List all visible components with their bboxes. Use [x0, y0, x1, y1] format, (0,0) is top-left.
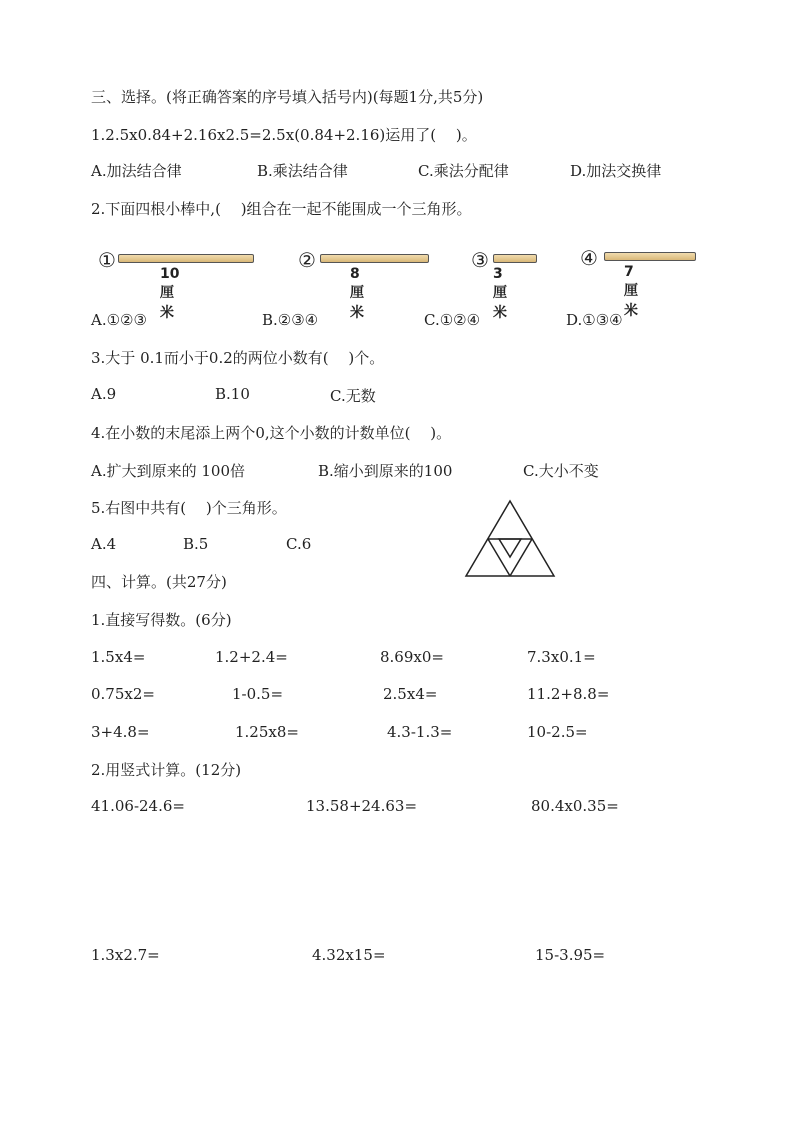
- q5-option-a: A.4: [91, 535, 117, 553]
- part-1-title: 1.直接写得数。(6分): [91, 611, 232, 629]
- stick-2-bar: [320, 254, 429, 263]
- calc-2-3: 2.5x4=: [383, 685, 438, 703]
- part-2-title: 2.用竖式计算。(12分): [91, 761, 242, 779]
- calc-2-1: 0.75x2=: [91, 685, 155, 703]
- q2-option-a: A.①②③: [91, 311, 147, 329]
- question-2: 2.下面四根小棒中,( )组合在一起不能围成一个三角形。: [91, 200, 472, 218]
- calc-1-4: 7.3x0.1=: [527, 648, 596, 666]
- q1-option-d: D.加法交换律: [570, 162, 662, 180]
- q2-option-b: B.②③④: [262, 311, 319, 329]
- question-5: 5.右图中共有( )个三角形。: [91, 499, 287, 517]
- section-4-title: 四、计算。(共27分): [91, 573, 227, 591]
- section-3-title: 三、选择。(将正确答案的序号填入括号内)(每题1分,共5分): [91, 88, 484, 106]
- calc-1-1: 1.5x4=: [91, 648, 146, 666]
- calc-1-2: 1.2+2.4=: [215, 648, 288, 666]
- question-4: 4.在小数的末尾添上两个0,这个小数的计数单位( )。: [91, 424, 452, 442]
- stick-3-number: ③: [471, 248, 489, 272]
- calc-2-2: 1-0.5=: [232, 685, 284, 703]
- vertical-calc-1-2: 13.58+24.63=: [306, 797, 418, 815]
- q5-option-c: C.6: [286, 535, 312, 553]
- stick-4-number: ④: [580, 246, 598, 270]
- stick-3-label: 3厘米: [493, 266, 507, 321]
- stick-1-bar: [118, 254, 254, 263]
- q4-option-b: B.缩小到原来的100: [318, 462, 453, 480]
- stick-4-bar: [604, 252, 696, 261]
- q3-option-c: C.无数: [330, 387, 376, 405]
- vertical-calc-2-3: 15-3.95=: [535, 946, 606, 964]
- stick-4-label: 7厘米: [624, 264, 638, 319]
- triangle-figure: [464, 499, 556, 579]
- vertical-calc-1-3: 80.4x0.35=: [531, 797, 619, 815]
- vertical-calc-2-2: 4.32x15=: [312, 946, 386, 964]
- calc-3-1: 3+4.8=: [91, 723, 150, 741]
- q3-option-b: B.10: [215, 385, 250, 403]
- q2-option-c: C.①②④: [424, 311, 481, 329]
- vertical-calc-1-1: 41.06-24.6=: [91, 797, 185, 815]
- calc-1-3: 8.69x0=: [380, 648, 444, 666]
- q1-option-c: C.乘法分配律: [418, 162, 509, 180]
- calc-3-4: 10-2.5=: [527, 723, 588, 741]
- q3-option-a: A.9: [91, 385, 117, 403]
- q2-option-d: D.①③④: [566, 311, 623, 329]
- q4-option-a: A.扩大到原来的 100倍: [91, 462, 245, 480]
- stick-2-number: ②: [298, 248, 316, 272]
- q4-option-c: C.大小不变: [523, 462, 599, 480]
- vertical-calc-2-1: 1.3x2.7=: [91, 946, 160, 964]
- question-1: 1.2.5x0.84+2.16x2.5=2.5x(0.84+2.16)运用了( )。: [91, 126, 477, 144]
- q1-option-b: B.乘法结合律: [257, 162, 348, 180]
- question-3: 3.大于 0.1而小于0.2的两位小数有( )个。: [91, 349, 385, 367]
- calc-2-4: 11.2+8.8=: [527, 685, 610, 703]
- calc-3-2: 1.25x8=: [235, 723, 299, 741]
- stick-1-label: 10厘米: [160, 266, 180, 321]
- q5-option-b: B.5: [183, 535, 209, 553]
- stick-1-number: ①: [98, 248, 116, 272]
- q1-option-a: A.加法结合律: [91, 162, 182, 180]
- stick-3-bar: [493, 254, 537, 263]
- stick-2-label: 8厘米: [350, 266, 364, 321]
- calc-3-3: 4.3-1.3=: [387, 723, 453, 741]
